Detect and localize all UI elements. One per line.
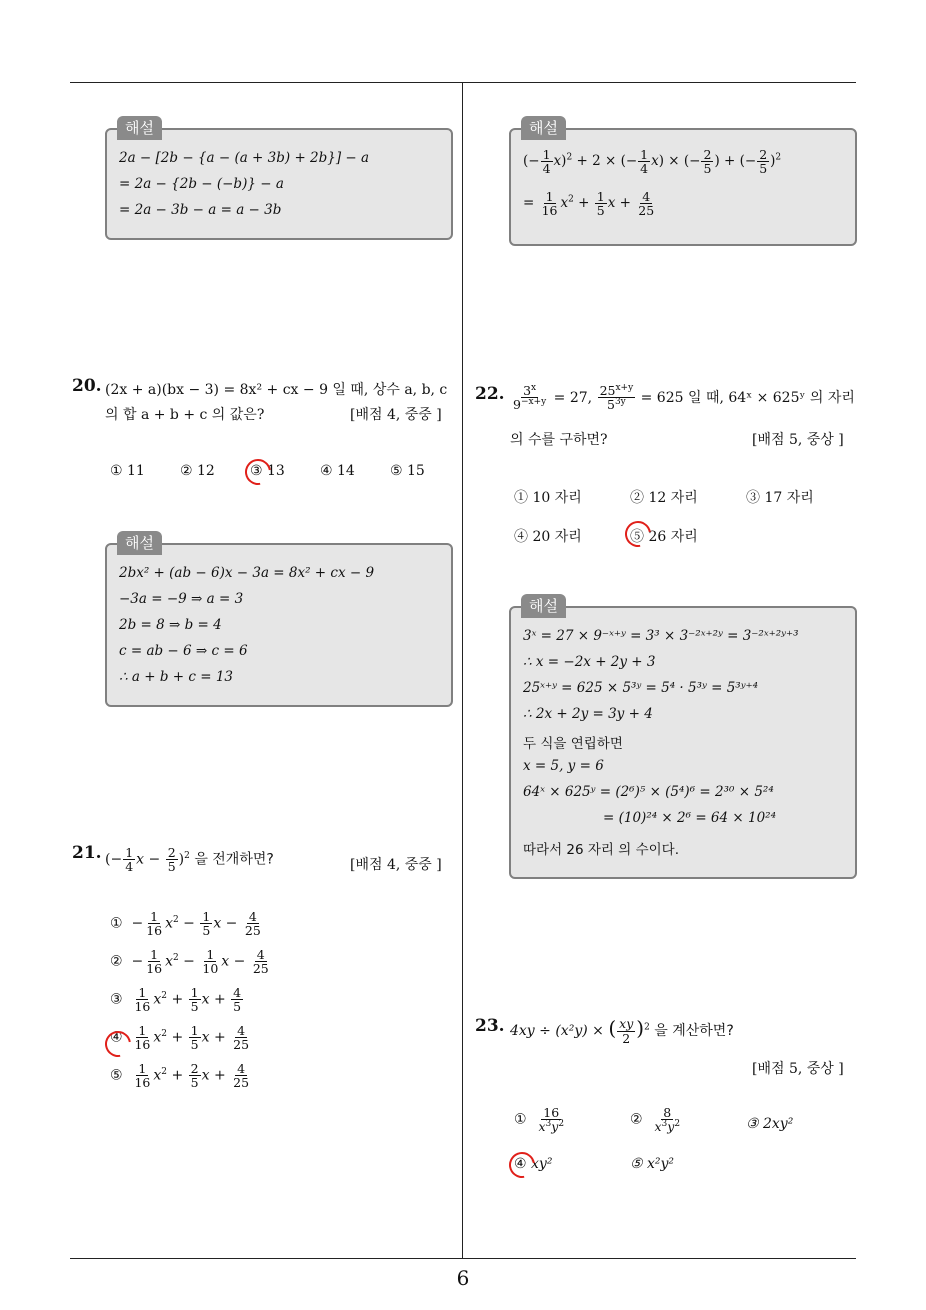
solution-line: 25ˣ⁺ʸ = 625 × 5³ʸ = 5⁴ · 5³ʸ = 5³ʸ⁺⁴ — [523, 680, 759, 696]
answer-mark — [240, 454, 276, 490]
question-expression: (− $\frac{1}{4}$ x − $\frac{2}{5}$ )$^2$ 을 전개하면? — [105, 845, 274, 875]
solution-box-22 — [509, 597, 857, 879]
points-label: [배점 4, 중중 ] — [350, 857, 442, 873]
solution-line: c = ab − 6 ⇒ c = 6 — [119, 643, 248, 659]
solution-box-21 — [509, 119, 857, 246]
question-text: 을 전개하면? — [194, 851, 274, 868]
question-text-part: = 27, — [553, 389, 593, 406]
solution-line: 2b = 8 ⇒ b = 4 — [119, 617, 222, 633]
question-text: 의 수를 구하면? — [510, 432, 608, 448]
choice-2[interactable]: ② $\frac{8}{x^3y^2}$ — [630, 1105, 681, 1135]
solution-line: = $\frac{1}{16}$ $x^2$ + $\frac{1}{5}$ x + $\frac{4}{25}$ — [523, 189, 655, 219]
question-text: $\frac{3^x}{9^{-x+y}}$ = 27, $\frac{25^{x+y}}{5^{3y}}$ = 625 일 때, 64ˣ × 625ʸ 의 자리 — [513, 383, 855, 413]
solution-line: ∴ 2x + 2y = 3y + 4 — [523, 706, 653, 722]
question-text-part: 을 계산하면? — [654, 1023, 734, 1039]
solution-label: 해설 — [521, 116, 566, 140]
choice-1[interactable]: ① $\frac{16}{x^3y^2}$ — [514, 1105, 565, 1135]
question-number: 21. — [72, 843, 102, 863]
bottom-rule — [70, 1258, 856, 1259]
choice-1[interactable]: ① − $\frac{1}{16}$ $x^2$ − $\frac{1}{5}$ x − $\frac{4}{25}$ — [110, 909, 261, 939]
solution-line: 두 식을 연립하면 — [523, 736, 623, 752]
choice-3[interactable]: ③ 17 자리 — [746, 490, 814, 506]
choice-4-text: xy² — [531, 1156, 553, 1172]
choice-1[interactable]: ① 10 자리 — [514, 490, 582, 506]
solution-line: 64ˣ × 625ʸ = (2⁶)⁵ × (5⁴)⁶ = 2³⁰ × 5²⁴ — [523, 784, 774, 800]
solution-box-19 — [105, 119, 453, 240]
solution-line: 3ˣ = 27 × 9⁻ˣ⁺ʸ = 3³ × 3⁻²ˣ⁺²ʸ = 3⁻²ˣ⁺²ʸ⁺³ — [523, 628, 799, 644]
points-label: [배점 4, 중중 ] — [350, 407, 442, 423]
solution-label: 해설 — [117, 116, 162, 140]
solution-line: (− $\frac{1}{4}$ x)$^2$ + 2 × (− $\frac{1}{4}$ x) × (− $\frac{2}{5}$ ) + (− $\frac{2}{5}$ )$^2$ — [523, 147, 782, 177]
question-text: 의 합 a + b + c 의 값은? — [105, 407, 265, 423]
choice-4[interactable]: ④ xy² — [514, 1156, 553, 1172]
choice-3[interactable]: ③ 13 — [250, 463, 285, 479]
page-number: 6 — [456, 1266, 470, 1290]
question-text: 4xy ÷ (x²y) × ( $\frac{xy}{2}$ )$^2$ 을 계산하면? — [510, 1016, 734, 1046]
solution-line: = (10)²⁴ × 2⁶ = 64 × 10²⁴ — [603, 810, 777, 826]
choice-5[interactable]: ⑤ 15 — [390, 463, 425, 479]
question-text-part: 4xy ÷ (x²y) × — [510, 1023, 604, 1039]
choice-5[interactable]: ⑤ $\frac{1}{16}$ $x^2$ + $\frac{2}{5}$ x + $\frac{4}{25}$ — [110, 1061, 250, 1091]
solution-line: x = 5, y = 6 — [523, 758, 604, 774]
question-number: 22. — [475, 384, 505, 404]
solution-line: = 2a − 3b − a = a − 3b — [119, 202, 282, 218]
top-rule — [70, 82, 856, 83]
answer-mark — [504, 1147, 540, 1183]
solution-line: 2a − [2b − {a − (a + 3b) + 2b}] − a — [119, 150, 370, 166]
choice-5[interactable]: ⑤ x²y² — [630, 1156, 675, 1172]
solution-line: = 2a − {2b − (−b)} − a — [119, 176, 284, 192]
answer-mark — [620, 516, 656, 552]
choice-4[interactable]: ④ $\frac{1}{16}$ $x^2$ + $\frac{1}{5}$ x + $\frac{4}{25}$ — [110, 1023, 250, 1053]
solution-line: ∴ x = −2x + 2y + 3 — [523, 654, 656, 670]
points-label: [배점 5, 중상 ] — [752, 432, 844, 448]
question-text-part: = 625 일 때, 64ˣ × 625ʸ 의 자리 — [640, 389, 855, 406]
equals-sign: = — [523, 195, 535, 212]
question-text: (2x + a)(bx − 3) = 8x² + cx − 9 일 때, 상수 a, b, c — [105, 382, 448, 398]
choice-5[interactable]: ⑤ 26 자리 — [630, 529, 698, 545]
choice-4[interactable]: ④ 14 — [320, 463, 355, 479]
column-divider — [462, 83, 463, 1259]
choice-3[interactable]: ③ $\frac{1}{16}$ $x^2$ + $\frac{1}{5}$ x + $\frac{4}{5}$ — [110, 985, 242, 1015]
choice-1[interactable]: ① 11 — [110, 463, 145, 479]
question-number: 23. — [475, 1016, 505, 1036]
solution-line: 따라서 26 자리 의 수이다. — [523, 842, 680, 858]
question-number: 20. — [72, 376, 102, 396]
points-label: [배점 5, 중상 ] — [752, 1061, 844, 1077]
choice-2[interactable]: ② 12 — [180, 463, 215, 479]
choice-2[interactable]: ② 12 자리 — [630, 490, 698, 506]
solution-box-20 — [105, 534, 453, 707]
solution-line: ∴ a + b + c = 13 — [119, 669, 233, 685]
solution-line: −3a = −9 ⇒ a = 3 — [119, 591, 244, 607]
choice-2[interactable]: ② − $\frac{1}{16}$ $x^2$ − $\frac{1}{10}$ x − $\frac{4}{25}$ — [110, 947, 269, 977]
solution-line: 2bx² + (ab − 6)x − 3a = 8x² + cx − 9 — [119, 565, 375, 581]
solution-label: 해설 — [117, 531, 162, 555]
solution-label: 해설 — [521, 594, 566, 618]
choice-4[interactable]: ④ 20 자리 — [514, 529, 582, 545]
choice-3[interactable]: ③ 2xy² — [746, 1116, 794, 1132]
